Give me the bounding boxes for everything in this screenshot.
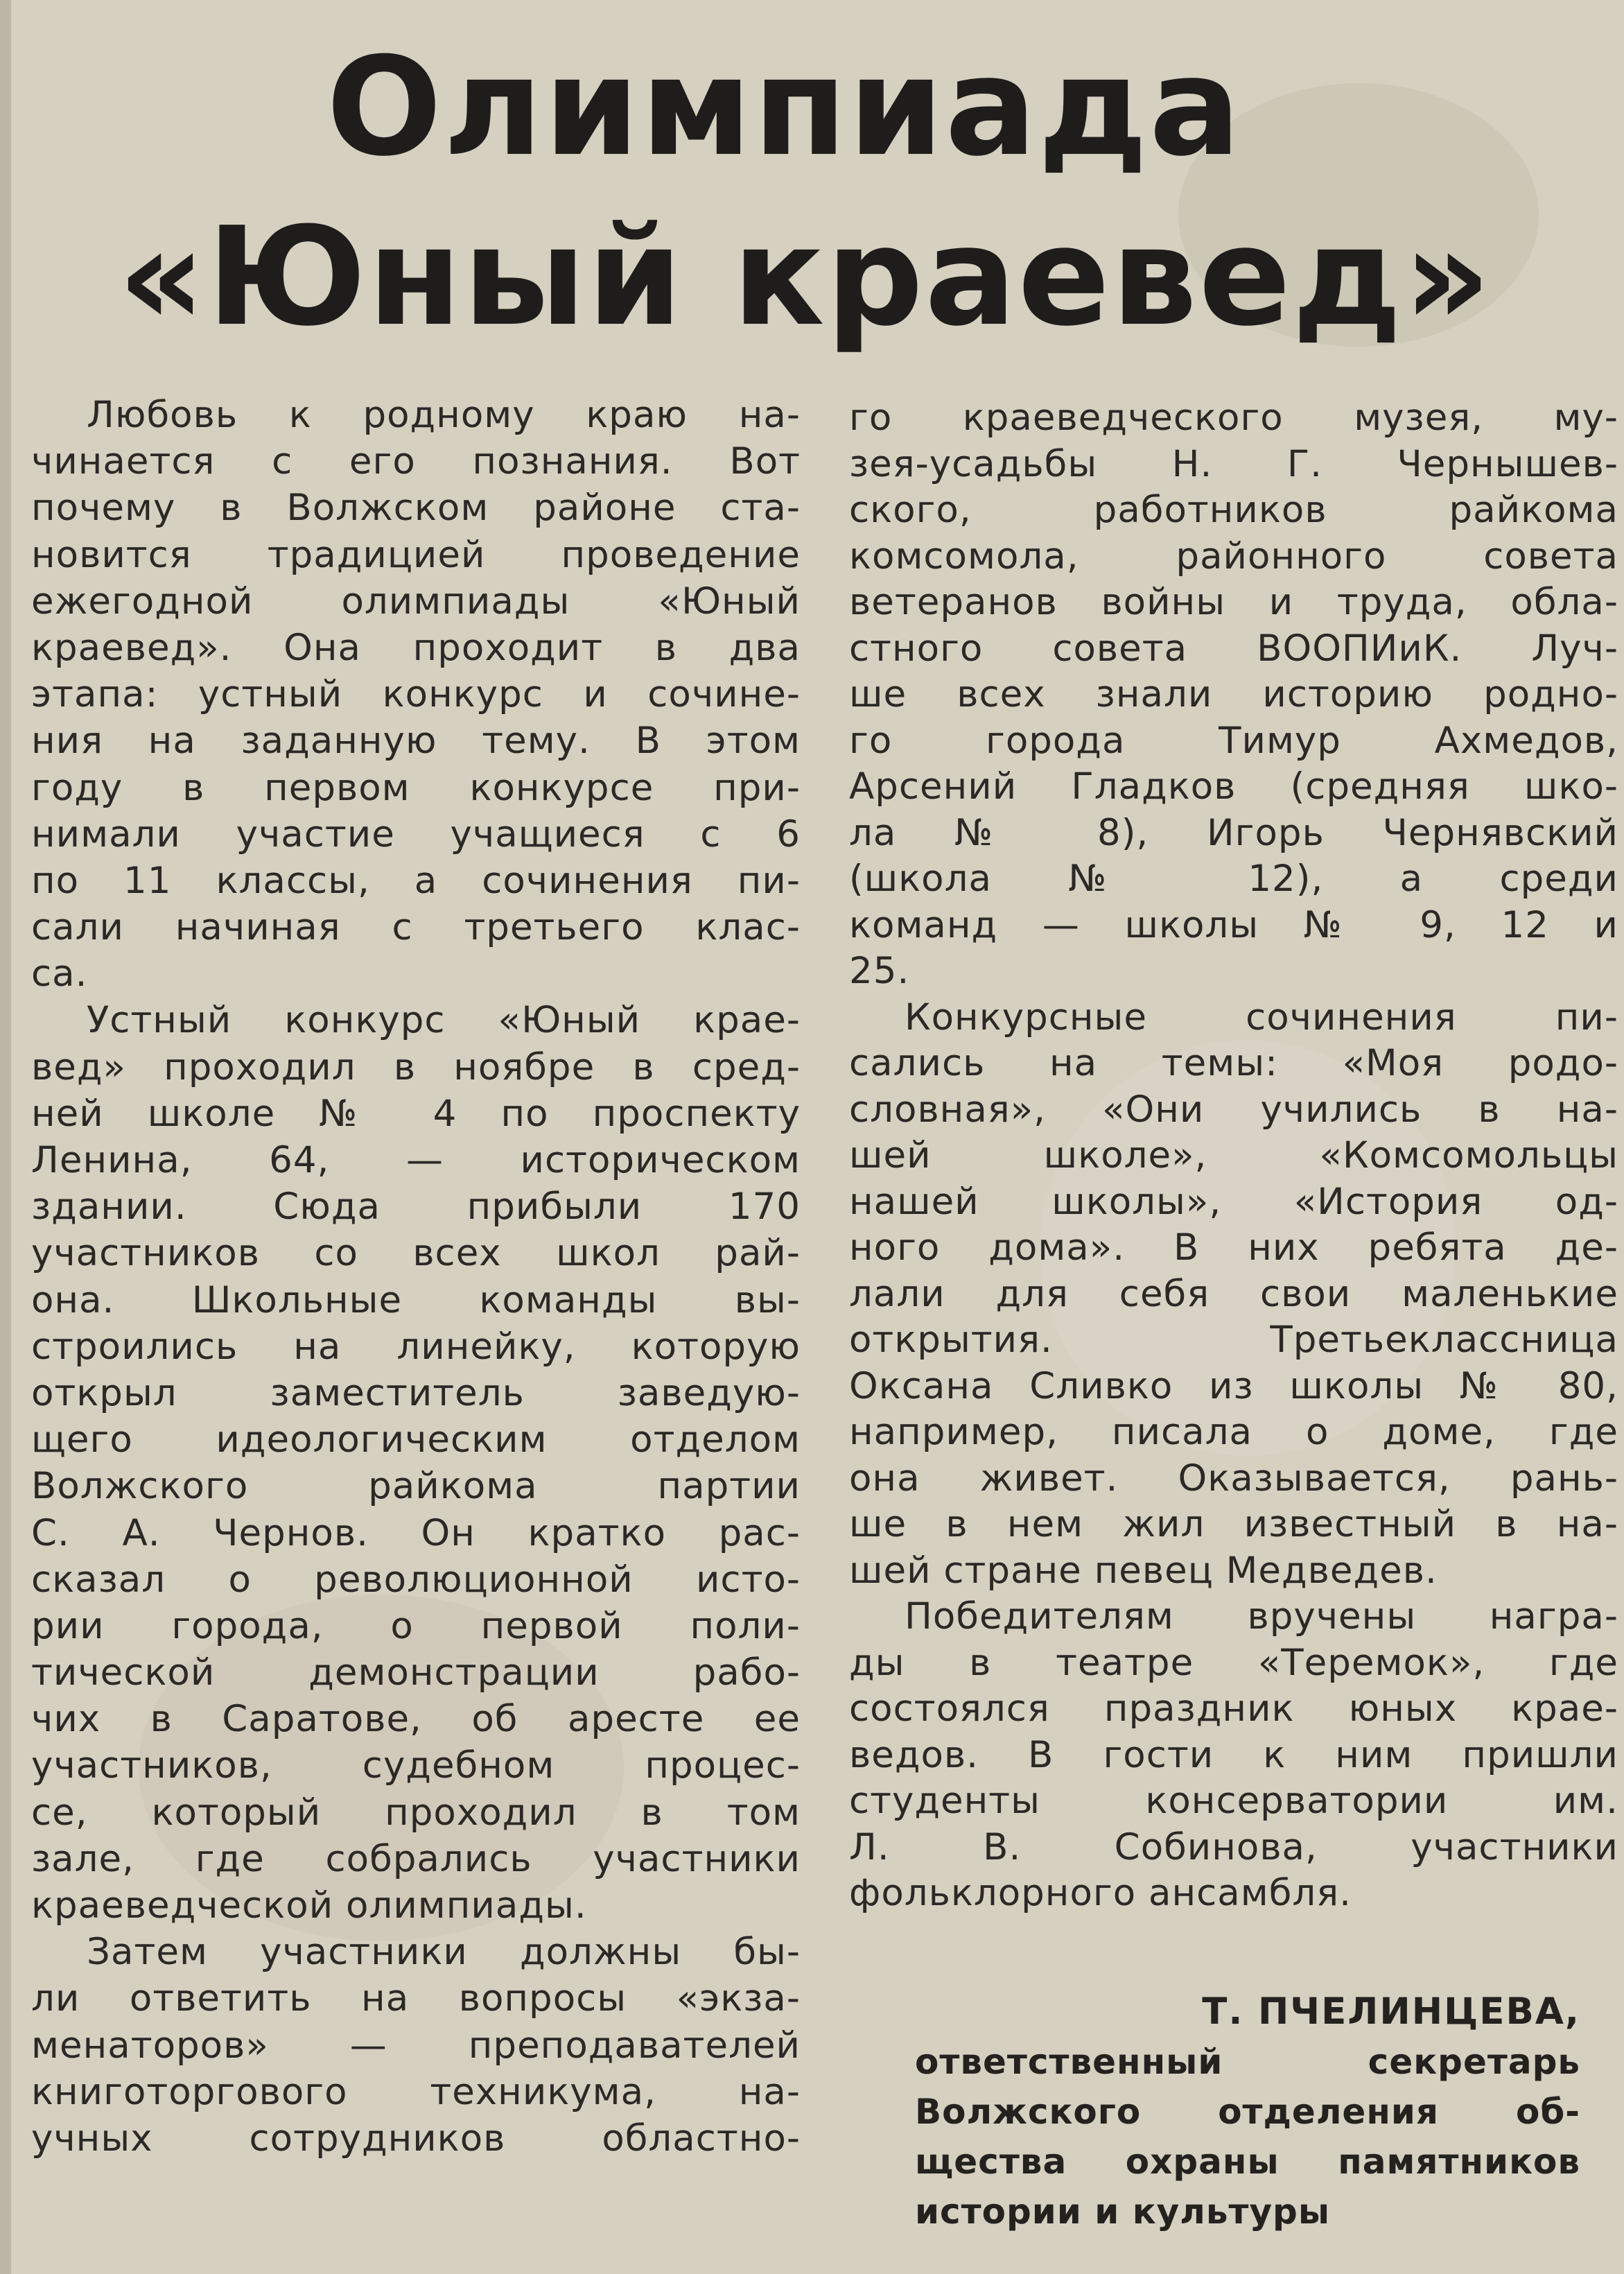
text-line: зея-усадьбы Н. Г. Чернышев-: [849, 442, 1618, 485]
text-line: ния на заданную тему. В этом: [31, 720, 801, 763]
text-line: тической демонстрации рабо-: [31, 1651, 801, 1694]
text-line: фольклорного ансамбля.: [849, 1872, 1352, 1914]
text-line: шей стране певец Медведев.: [849, 1549, 1438, 1592]
text-line: (школа № 12), а среди: [849, 858, 1618, 900]
text-line: нашей школы», «История од-: [849, 1180, 1618, 1223]
text-line: Устный конкурс «Юный крае-: [87, 999, 801, 1042]
text-line: участников со всех школ рай-: [31, 1232, 801, 1275]
text-line: сали начиная с третьего клас-: [31, 906, 801, 949]
headline-line-2: «Юный краевед»: [117, 198, 1493, 356]
text-line: ежегодной олимпиады «Юный: [31, 580, 801, 623]
text-line: ного дома». В них ребята де-: [849, 1226, 1618, 1269]
text-line: новится традицией проведение: [31, 533, 801, 576]
text-line: чинается с его познания. Вот: [31, 440, 801, 483]
text-line: Арсений Гладков (средняя шко-: [849, 765, 1618, 808]
text-line: открытия. Третьеклассница: [849, 1319, 1618, 1361]
text-line: Конкурсные сочинения пи-: [905, 996, 1618, 1039]
text-line: студенты консерватории им.: [849, 1780, 1618, 1822]
text-line: го краеведческого музея, му-: [849, 397, 1618, 439]
text-line: стного совета ВООПИиК. Луч-: [849, 627, 1618, 670]
text-line: строились на линейку, которую: [31, 1325, 801, 1368]
author-title-line: щества охраны памятников: [915, 2142, 1580, 2182]
text-line: Любовь к родному краю на-: [87, 394, 801, 436]
text-line: почему в Волжском районе ста-: [31, 487, 801, 530]
text-line: се, который проходил в том: [31, 1791, 801, 1834]
text-line: словная», «Они учились в на-: [849, 1088, 1618, 1131]
text-line: краеведческой олимпиады.: [31, 1884, 587, 1927]
text-line: она живет. Оказывается, рань-: [849, 1457, 1618, 1500]
text-line: Затем участники должны бы-: [87, 1931, 801, 1974]
text-line: ветеранов войны и труда, обла-: [849, 581, 1618, 623]
author-signature: [915, 1987, 1580, 2237]
text-line: команд — школы № 9, 12 и: [849, 903, 1618, 946]
text-line: она. Школьные команды вы-: [31, 1278, 801, 1321]
right-column: [849, 395, 1618, 1917]
text-line: ше в нем жил известный в на-: [849, 1503, 1618, 1545]
headline-line-1: Олимпиада: [326, 28, 1243, 186]
author-title-line: истории и культуры: [915, 2191, 1331, 2232]
text-line: участников, судебном процес-: [31, 1744, 801, 1787]
text-line: комсомола, районного совета: [849, 535, 1618, 578]
author-name: Т. ПЧЕЛИНЦЕВА,: [1202, 1990, 1580, 2033]
text-line: го города Тимур Ахмедов,: [849, 719, 1618, 762]
text-line: сказал о революционной исто-: [31, 1558, 801, 1601]
text-line: 25.: [849, 950, 910, 992]
text-line: шей школе», «Комсомольцы: [849, 1134, 1618, 1177]
text-line: зале, где собрались участники: [31, 1837, 801, 1880]
text-line: ней школе № 4 по проспекту: [31, 1092, 801, 1135]
text-line: этапа: устный конкурс и сочине-: [31, 673, 801, 716]
text-line: книготоргового техникума, на-: [31, 2070, 801, 2113]
text-line: щего идеологическим отделом: [31, 1418, 801, 1461]
text-line: сались на темы: «Моя родо-: [849, 1042, 1618, 1084]
author-title-line: ответственный секретарь: [915, 2042, 1580, 2082]
author-title-line: Волжского отделения об-: [915, 2092, 1580, 2132]
text-line: Волжского райкома партии: [31, 1465, 801, 1508]
text-line: ла № 8), Игорь Чернявский: [849, 811, 1618, 854]
text-line: например, писала о доме, где: [849, 1411, 1618, 1453]
text-line: Оксана Сливко из школы № 80,: [849, 1364, 1618, 1407]
text-line: Ленина, 64, — историческом: [31, 1139, 801, 1181]
text-line: ше всех знали историю родно-: [849, 673, 1618, 715]
left-column: [31, 392, 801, 2162]
text-line: рии города, о первой поли-: [31, 1604, 801, 1647]
text-line: краевед». Она проходит в два: [31, 626, 801, 669]
text-line: здании. Сюда прибыли 170: [31, 1186, 801, 1229]
text-line: вед» проходил в ноябре в сред-: [31, 1045, 801, 1088]
text-line: году в первом конкурсе при-: [31, 766, 801, 809]
text-line: лали для себя свои маленькие: [849, 1272, 1618, 1315]
text-line: ли ответить на вопросы «экза-: [31, 1977, 801, 2020]
text-line: Л. В. Собинова, участники: [849, 1825, 1618, 1868]
text-line: ды в театре «Теремок», где: [849, 1641, 1618, 1684]
text-line: нимали участие учащиеся с 6: [31, 813, 801, 856]
text-line: состоялся праздник юных крае-: [849, 1687, 1618, 1730]
text-line: учных сотрудников областно-: [31, 2117, 801, 2160]
text-line: открыл заместитель заведую-: [31, 1371, 801, 1414]
text-line: чих в Саратове, об аресте ее: [31, 1698, 801, 1741]
text-line: са.: [31, 953, 88, 996]
text-line: ского, работников райкома: [849, 489, 1618, 531]
text-line: по 11 классы, а сочинения пи-: [31, 859, 801, 902]
text-line: менаторов» — преподавателей: [31, 2024, 801, 2067]
text-line: ведов. В гости к ним пришли: [849, 1733, 1618, 1776]
text-line: С. А. Чернов. Он кратко рас-: [31, 1511, 801, 1554]
text-line: Победителям вручены награ-: [905, 1595, 1618, 1638]
